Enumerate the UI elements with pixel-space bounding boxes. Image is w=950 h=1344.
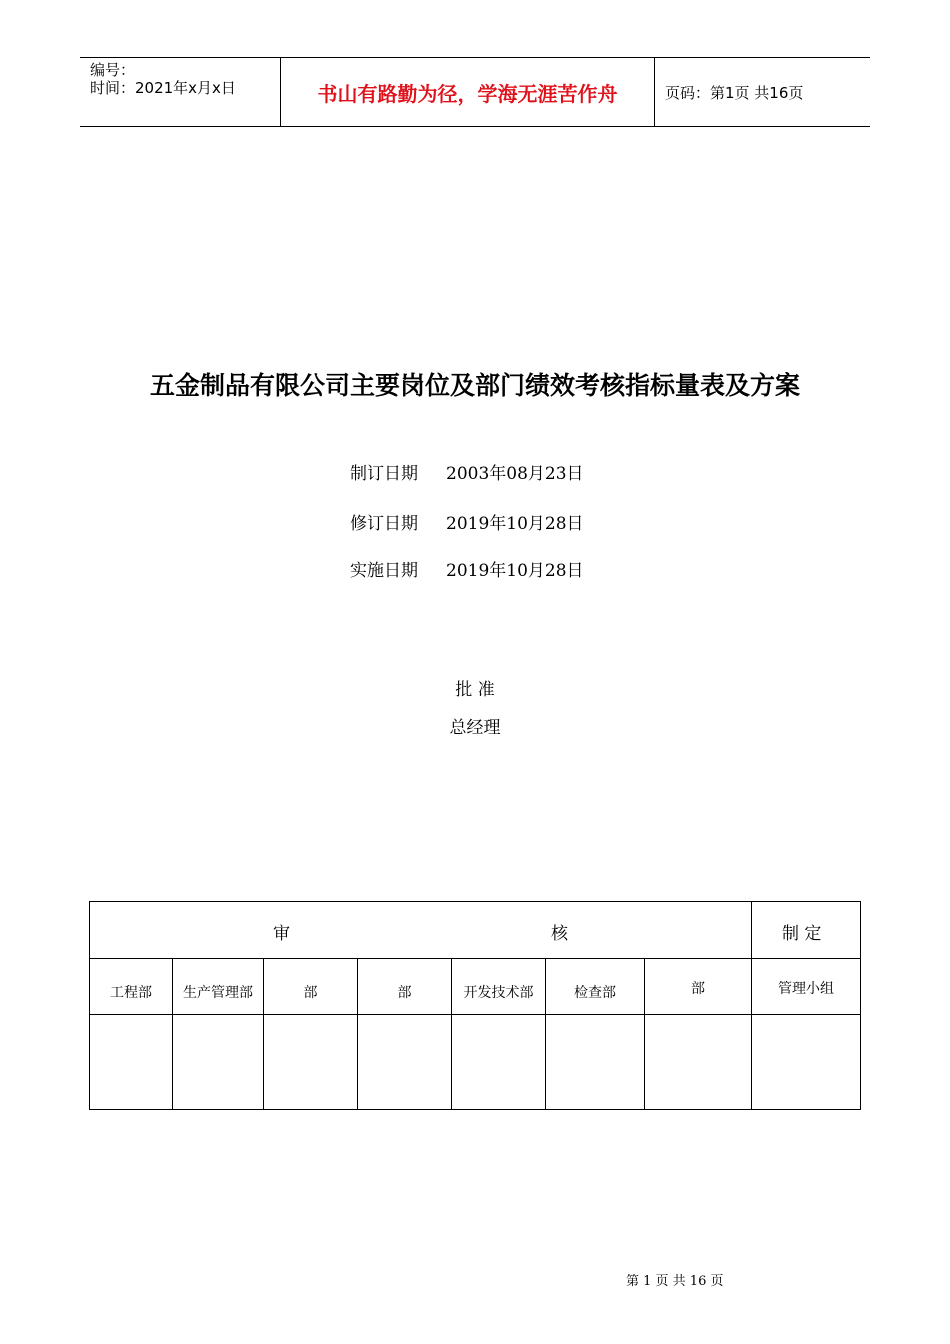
document-number-label: 编号： xyxy=(90,61,136,79)
approval-label: 批 准 xyxy=(455,680,495,700)
document-title: 五金制品有限公司主要岗位及部门绩效考核指标量表及方案 xyxy=(149,371,800,400)
table-column-header: 部 xyxy=(397,985,412,1001)
table-row-divider xyxy=(90,1014,860,1015)
review-head-2: 核 xyxy=(551,924,568,944)
table-column-divider xyxy=(451,958,452,1109)
date-label: 实施日期 xyxy=(350,561,418,581)
header-meta xyxy=(80,58,281,126)
date-value: 2019年10月28日 xyxy=(446,514,584,534)
date-row-effective xyxy=(350,556,584,581)
date-label: 修订日期 xyxy=(350,514,418,534)
date-row-revised xyxy=(350,509,584,534)
table-row-divider xyxy=(90,958,860,959)
date-value: 2003年08月23日 xyxy=(446,464,584,484)
table-column-divider xyxy=(263,958,264,1109)
page-header xyxy=(80,57,870,127)
review-head-1: 审 xyxy=(273,924,290,944)
document-time-label: 时间：2021年x月x日 xyxy=(90,79,236,97)
date-row-created xyxy=(350,459,584,484)
table-column-header: 部 xyxy=(303,985,318,1001)
table-column-header: 生产管理部 xyxy=(183,985,253,1001)
table-column-header: 开发技术部 xyxy=(463,985,534,1001)
approver-name: 总经理 xyxy=(449,718,501,738)
header-motto: 书山有路勤为径，学海无涯苦作舟 xyxy=(281,58,655,126)
table-column-divider xyxy=(751,902,752,1109)
table-column-header: 检查部 xyxy=(574,985,616,1001)
table-column-header: 管理小组 xyxy=(778,981,834,997)
header-page-info: 页码：第1页 共16页 xyxy=(665,83,804,102)
date-label: 制订日期 xyxy=(350,464,418,484)
review-table xyxy=(89,901,861,1110)
table-column-divider xyxy=(545,958,546,1109)
date-value: 2019年10月28日 xyxy=(446,561,584,581)
page-footer: 第 1 页 共 16 页 xyxy=(626,1274,724,1289)
table-column-divider xyxy=(357,958,358,1109)
table-column-divider xyxy=(172,958,173,1109)
table-column-header: 部 xyxy=(691,981,705,997)
make-head: 制 定 xyxy=(782,924,822,944)
table-column-header: 工程部 xyxy=(110,985,152,1001)
